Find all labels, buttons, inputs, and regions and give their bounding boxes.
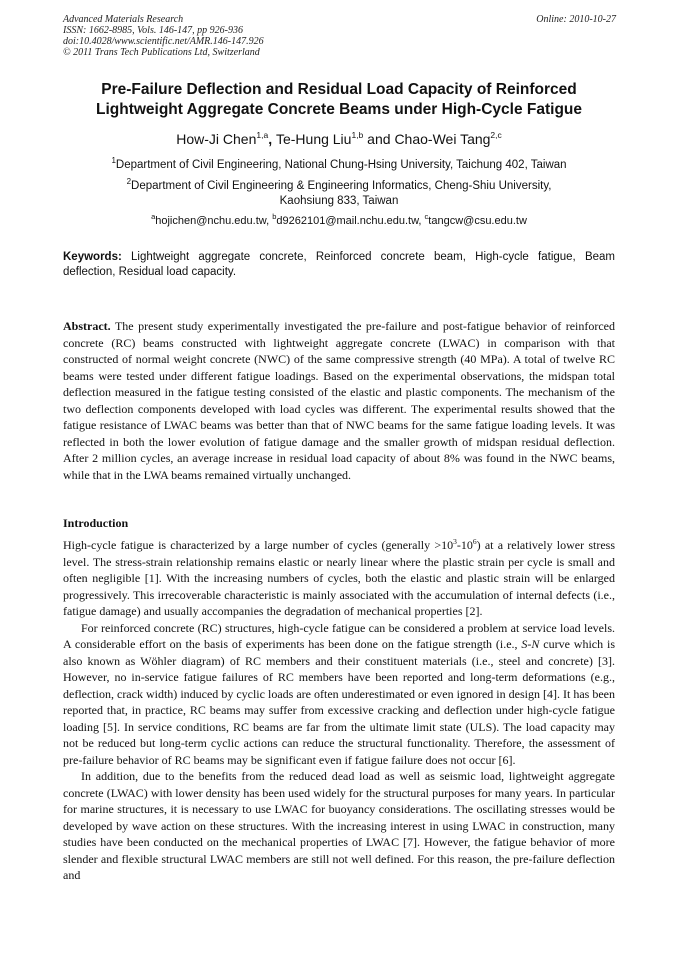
- affiliation-2-line-1: Department of Civil Engineering & Engineering Informatics, Cheng-Shiu University,: [131, 180, 552, 192]
- author-separator-2: and: [363, 131, 395, 147]
- author-3-affil: 2,c: [490, 130, 502, 140]
- author-1-affil: 1,a: [256, 130, 269, 140]
- email-b-mark: b: [272, 212, 277, 221]
- author-2-affil: 1,b: [351, 130, 364, 140]
- intro-p2-text-b: curve which is also known as Wöhler diagram) of RC members and their constituent materials (i.e., steel and concrete) [3]. However, no in-service fatigue failures of RC members have been reported and long-term deformations (e.g., deflection, crack width) induced by cyclic loads are often underestimated or even ignored in design [4]. It has been reported that, in practice, RC beams may suffer from excessive cracking and deflection under high-cycle fatigue loading [5]. In service conditions, RC beams are far from the ultimate limit state (ULS). The load capacity may not be reduced but long-term cyclic actions can reduce the structural functionality. Therefore, the assessment of pre-failure behavior of RC beams may be significant even if fatigue failure does not occur [6].: [63, 637, 615, 767]
- abstract-text: The present study experimentally investigated the pre-failure and post-fatigue behavior of reinforced concrete (RC) beams constructed with lightweight aggregate concrete (LWAC) in comparison with that constructed of normal weight concrete (NWC) of the same compressive strength (40 MPa). A total of twelve RC beams were tested under different fatigue loadings. Based on the experimental observations, the midspan total deflection measured in the fatigue testing consisted of the elastic and plastic components. The mechanism of the two deflection components developed with load cycles was different. The experimental results showed that the fatigue resistance of LWAC beams was better than that of NWC beams for the same fatigue loading levels. It was reflected in both the lower evolution of fatigue damage and the smaller growth of midspan residual deflection. After 2 million cycles, an average increase in residual load capacity of about 8% was found in the NWC beams, while that in the LWA beams remained virtually unchanged.: [63, 319, 615, 482]
- abstract-label: Abstract.: [63, 319, 111, 333]
- paper-title: [40, 80, 638, 120]
- affiliation-1-mark: 1: [111, 156, 116, 165]
- intro-p2-italic: S-N: [521, 637, 540, 651]
- intro-paragraph-2: [63, 620, 615, 769]
- abstract-section: [63, 318, 615, 483]
- email-c-mark: c: [424, 212, 429, 221]
- author-2: Te-Hung Liu: [275, 131, 352, 147]
- intro-paragraph-3: In addition, due to the benefits from the reduced dead load as well as seismic load, lightweight aggregate concrete (LWAC) with lower density has been used widely for the structural purposes for many years. In particular for marine structures, it is necessary to use LWAC for buoyancy considerations. The oscillating stresses would be developed by wave action on these structures. With the increasing interest in using LWAC in construction, many studies have been conducted on the mechanical properties of LWAC [7]. However, the fatigue behavior of more slender and flexible structural LWAC members are still not well defined. For this reason, the pre-failure deflection and: [63, 769, 615, 882]
- title-line-2: Lightweight Aggregate Concrete Beams under High-Cycle Fatigue: [95, 101, 583, 118]
- introduction-heading: Introduction: [63, 516, 129, 530]
- affiliation-1: [40, 158, 638, 173]
- journal-name: Advanced Materials Research: [63, 14, 184, 25]
- intro-paragraph-1: [63, 537, 615, 620]
- author-3: Chao-Wei Tang: [394, 131, 491, 147]
- author-list: [40, 130, 638, 148]
- online-date: Online: 2010-10-27: [536, 14, 616, 25]
- keywords-section: [63, 250, 615, 280]
- author-1: How-Ji Chen: [176, 131, 257, 147]
- journal-header: [63, 14, 383, 58]
- issn-line: ISSN: 1662-8985, Vols. 146-147, pp 926-936: [63, 25, 243, 36]
- intro-p1-exponent-2: 6: [472, 537, 477, 546]
- intro-p1-exponent-1: 3: [453, 537, 457, 546]
- email-c[interactable]: tangcw@csu.edu.tw: [428, 215, 527, 227]
- affiliation-1-text: Department of Civil Engineering, National Chung-Hsing University, Taichung 402, Taiwan: [115, 159, 567, 171]
- email-a-mark: a: [151, 212, 156, 221]
- copyright-line: © 2011 Trans Tech Publications Ltd, Switzerland: [63, 47, 260, 58]
- email-list: [40, 214, 638, 229]
- email-a[interactable]: hojichen@nchu.edu.tw,: [155, 215, 273, 227]
- affiliation-2-line-2: Kaohsiung 833, Taiwan: [279, 195, 399, 207]
- intro-p1-text-a: High-cycle fatigue is characterized by a large number of cycles (generally >10: [63, 538, 454, 552]
- affiliation-2-mark: 2: [126, 177, 132, 186]
- intro-p2-text-a: For reinforced concrete (RC) structures, high-cycle fatigue can be considered a problem at service load levels. A considerable effort on the basis of experiments has been done on the fatigue strength (i.e.,: [63, 620, 615, 651]
- intro-p1-text-b: -10: [456, 538, 473, 552]
- keywords-label: Keywords:: [63, 251, 122, 263]
- introduction-section: [63, 537, 615, 884]
- intro-p1-text-c: ) at a relatively lower stress level. The stress-strain relationship remains elastic or nearly linear where the plastic strain per cycle is small and often negligible [1]. With the increasing numbers of cycles, both the elastic and plastic strain will be enlarged progressively. This irrecoverable characteristic is mainly associated with the accumulation of internal defects (i.e., fatigue damage) and usually accompanies the degradation of mechanical properties [2].: [63, 538, 615, 618]
- keywords-text: Lightweight aggregate concrete, Reinforced concrete beam, High-cycle fatigue, Beam deflection, Residual load capacity.: [63, 251, 615, 278]
- title-line-1: Pre-Failure Deflection and Residual Load Capacity of Reinforced: [101, 81, 577, 98]
- email-b[interactable]: d9262101@mail.nchu.edu.tw,: [276, 215, 425, 227]
- doi-line[interactable]: doi:10.4028/www.scientific.net/AMR.146-147.926: [63, 36, 264, 47]
- author-separator-1: ,: [268, 131, 276, 147]
- affiliation-2: [40, 179, 638, 209]
